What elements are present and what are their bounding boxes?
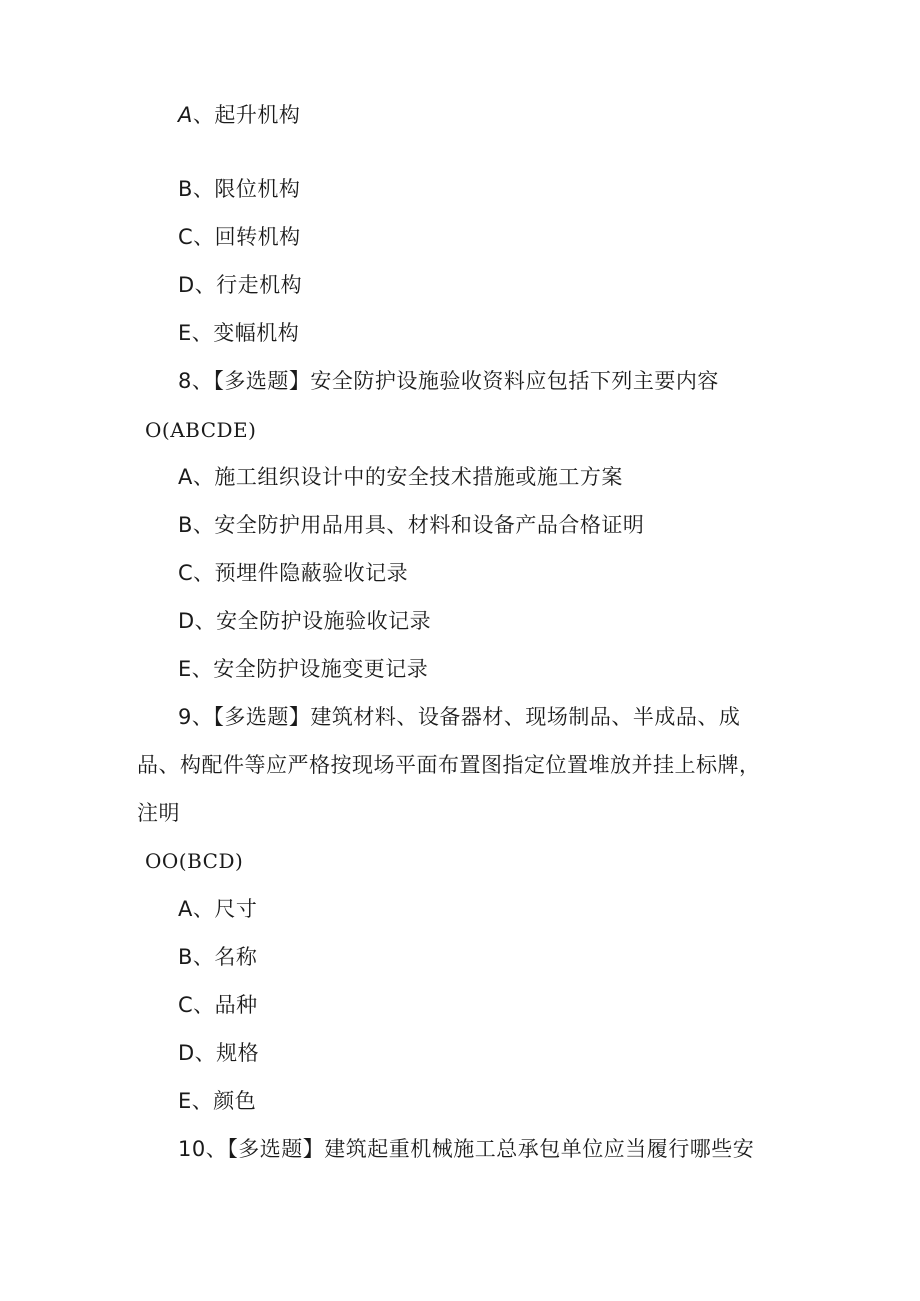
q8-option-e: E、安全防护设施变更记录 <box>178 657 429 681</box>
q9-stem-line1: 9、【多选题】建筑材料、设备器材、现场制品、半成品、成 <box>178 705 741 729</box>
q9-option-e: E、颜色 <box>178 1089 257 1113</box>
q7-option-e <box>178 321 299 345</box>
option-letter: A <box>178 103 193 127</box>
q9-stem-line3: 注明 <box>137 801 180 825</box>
q7-option-a <box>178 103 300 127</box>
option-letter: C <box>178 225 194 249</box>
q9-answer: OO(BCD) <box>145 849 244 873</box>
q7-option-d <box>178 273 302 297</box>
option-letter: E <box>178 321 192 345</box>
option-text: 、行走机构 <box>194 273 303 297</box>
option-text: 、起升机构 <box>192 103 301 127</box>
option-text: 、回转机构 <box>193 225 301 249</box>
option-text: 、限位机构 <box>192 177 301 201</box>
q9-option-b: B、名称 <box>178 945 258 969</box>
q10-stem: 10、【多选题】建筑起重机械施工总承包单位应当履行哪些安 <box>178 1137 755 1161</box>
q9-option-d: D、规格 <box>178 1041 260 1065</box>
q8-stem: 8、【多选题】安全防护设施验收资料应包括下列主要内容 <box>178 369 719 393</box>
q8-answer: O(ABCDE) <box>145 418 257 442</box>
q9-option-a: A、尺寸 <box>178 897 258 921</box>
q8-option-a: A、施工组织设计中的安全技术措施或施工方案 <box>178 465 623 489</box>
q9-option-c: C、品种 <box>178 993 258 1017</box>
q8-option-b: B、安全防护用品用具、材料和设备产品合格证明 <box>178 513 645 537</box>
q8-option-d: D、安全防护设施验收记录 <box>178 609 432 633</box>
option-letter: D <box>178 273 195 297</box>
q8-option-c: C、预埋件隐蔽验收记录 <box>178 561 409 585</box>
q7-option-b <box>178 177 300 201</box>
q9-stem-line2: 品、构配件等应严格按现场平面布置图指定位置堆放并挂上标牌， <box>137 753 761 777</box>
option-text: 、变幅机构 <box>191 321 300 345</box>
option-letter: B <box>178 177 193 201</box>
q7-option-c <box>178 225 301 249</box>
